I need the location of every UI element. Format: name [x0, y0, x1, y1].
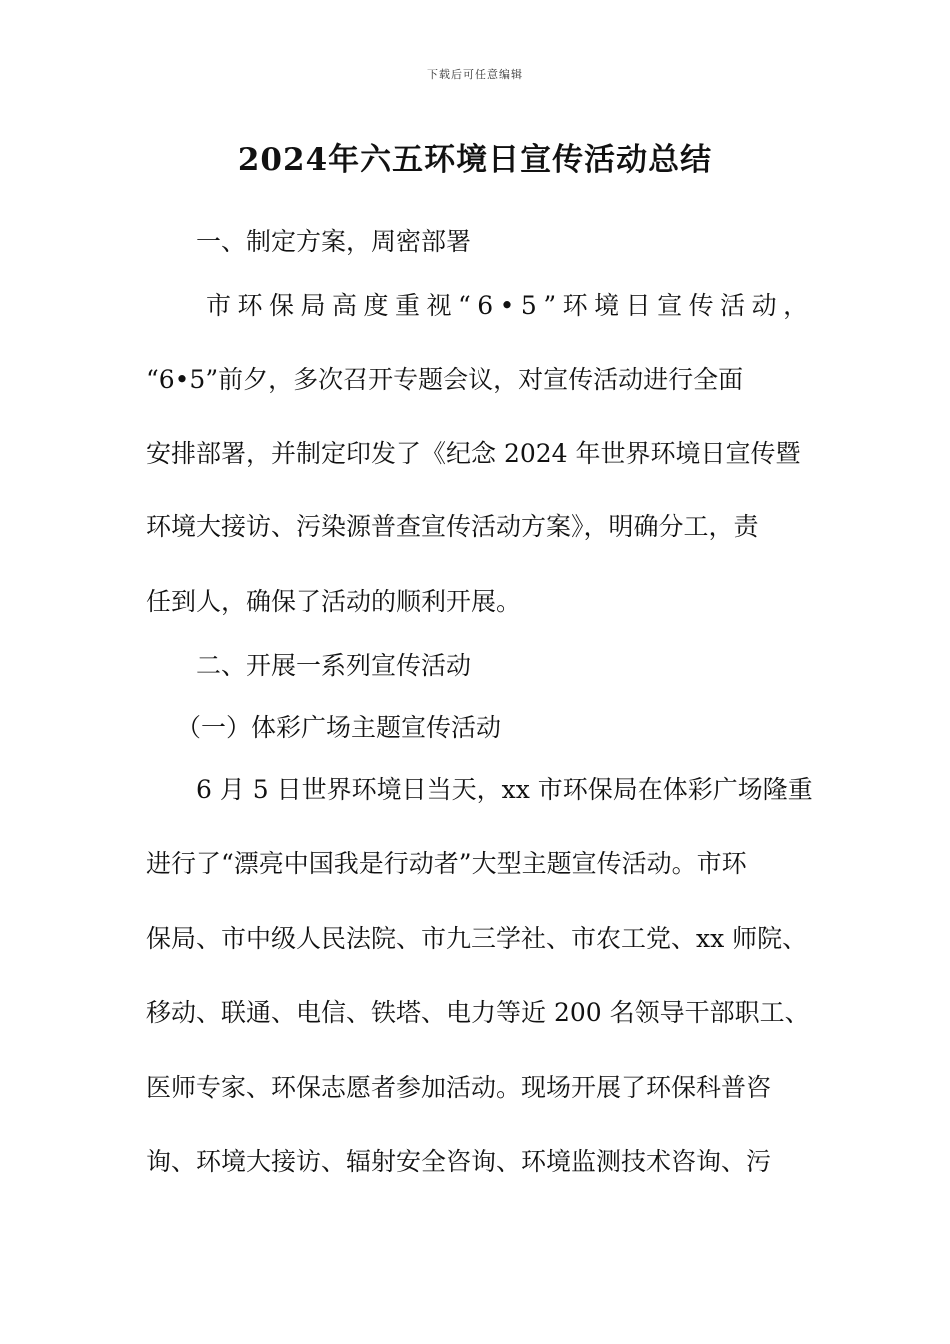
- paragraph-line: 市环保局高度重视“6•5”环境日宣传活动，: [206, 291, 815, 320]
- paragraph-line: 保局、市中级人民法院、市九三学社、市农工党、xx 师院、: [146, 924, 808, 953]
- paragraph-line: 移动、联通、电信、铁塔、电力等近 200 名领导干部职工、: [146, 998, 810, 1027]
- paragraph-line: 进行了“漂亮中国我是行动者”大型主题宣传活动。市环: [146, 849, 747, 878]
- header-note: 下载后可任意编辑: [427, 68, 523, 81]
- section-heading-1: 一、制定方案，周密部署: [196, 227, 472, 256]
- document-title: 2024年六五环境日宣传活动总结: [237, 142, 713, 178]
- paragraph-line: “6•5”前夕，多次召开专题会议，对宣传活动进行全面: [146, 365, 744, 394]
- paragraph-line: 医师专家、环保志愿者参加活动。现场开展了环保科普咨: [146, 1073, 772, 1102]
- section-heading-2: 二、开展一系列宣传活动: [196, 651, 472, 680]
- paragraph-line: 任到人，确保了活动的顺利开展。: [146, 587, 522, 616]
- paragraph-line: 询、环境大接访、辐射安全咨询、环境监测技术咨询、污: [146, 1147, 772, 1176]
- paragraph-line: 环境大接访、污染源普查宣传活动方案》，明确分工，责: [146, 512, 759, 541]
- paragraph-line: 6 月 5 日世界环境日当天，xx 市环保局在体彩广场隆重: [196, 775, 813, 804]
- subsection-heading: （一）体彩广场主题宣传活动: [176, 713, 502, 742]
- paragraph-line: 安排部署，并制定印发了《纪念 2024 年世界环境日宣传暨: [146, 439, 801, 468]
